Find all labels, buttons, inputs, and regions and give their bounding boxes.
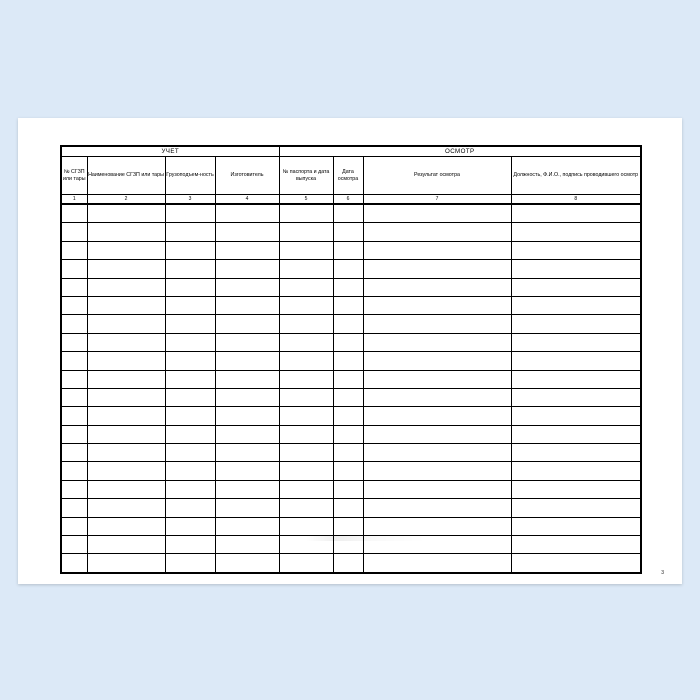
table-cell[interactable] (87, 223, 165, 241)
table-cell[interactable] (363, 388, 511, 406)
table-cell[interactable] (87, 480, 165, 498)
table-cell[interactable] (87, 407, 165, 425)
table-cell[interactable] (333, 462, 363, 480)
table-cell[interactable] (363, 223, 511, 241)
table-cell[interactable] (165, 444, 215, 462)
table-cell[interactable] (87, 444, 165, 462)
table-cell[interactable] (215, 370, 279, 388)
table-cell[interactable] (61, 407, 87, 425)
table-cell[interactable] (333, 352, 363, 370)
table-cell[interactable] (165, 425, 215, 443)
table-cell[interactable] (511, 554, 641, 573)
table-cell[interactable] (363, 333, 511, 351)
column-number-3: 3 (165, 195, 215, 205)
table-cell[interactable] (363, 315, 511, 333)
table-row[interactable] (61, 462, 641, 480)
table-cell[interactable] (511, 241, 641, 259)
table-cell[interactable] (61, 278, 87, 296)
table-cell[interactable] (87, 388, 165, 406)
table-column-number-row (61, 195, 641, 205)
table-cell[interactable] (511, 352, 641, 370)
table-cell[interactable] (333, 536, 363, 554)
table-cell[interactable] (363, 444, 511, 462)
table-cell[interactable] (511, 536, 641, 554)
table-cell[interactable] (279, 407, 333, 425)
table-cell[interactable] (511, 388, 641, 406)
table-cell[interactable] (279, 260, 333, 278)
table-cell[interactable] (215, 278, 279, 296)
table-cell[interactable] (333, 333, 363, 351)
table-cell[interactable] (61, 333, 87, 351)
table-cell[interactable] (363, 352, 511, 370)
table-cell[interactable] (61, 388, 87, 406)
table-cell[interactable] (333, 223, 363, 241)
table-cell[interactable] (363, 425, 511, 443)
group-header-uchet: УЧЕТ (61, 146, 279, 157)
table-cell[interactable] (87, 536, 165, 554)
table-cell[interactable] (279, 462, 333, 480)
table-cell[interactable] (333, 407, 363, 425)
table-cell[interactable] (215, 352, 279, 370)
table-row[interactable] (61, 260, 641, 278)
table-cell[interactable] (363, 554, 511, 573)
table-cell[interactable] (165, 278, 215, 296)
table-cell[interactable] (333, 278, 363, 296)
table-cell[interactable] (165, 536, 215, 554)
table-cell[interactable] (363, 536, 511, 554)
table-cell[interactable] (279, 223, 333, 241)
table-cell[interactable] (215, 499, 279, 517)
table-cell[interactable] (165, 204, 215, 223)
table-row[interactable] (61, 554, 641, 573)
document-page (18, 118, 682, 584)
table-cell[interactable] (333, 444, 363, 462)
table-cell[interactable] (165, 480, 215, 498)
table-cell[interactable] (215, 296, 279, 314)
column-number-7: 7 (363, 195, 511, 205)
table-cell[interactable] (87, 352, 165, 370)
table-cell[interactable] (333, 241, 363, 259)
table-cell[interactable] (215, 260, 279, 278)
column-header-number: № СГЗП или тары (61, 157, 87, 195)
table-cell[interactable] (215, 241, 279, 259)
table-cell[interactable] (87, 204, 165, 223)
table-cell[interactable] (61, 499, 87, 517)
table-cell[interactable] (333, 204, 363, 223)
table-row[interactable] (61, 370, 641, 388)
table-cell[interactable] (279, 425, 333, 443)
table-cell[interactable] (87, 517, 165, 535)
table-cell[interactable] (279, 499, 333, 517)
table-cell[interactable] (363, 296, 511, 314)
table-cell[interactable] (333, 296, 363, 314)
table-cell[interactable] (215, 480, 279, 498)
table-cell[interactable] (333, 370, 363, 388)
table-column-header-row (61, 157, 641, 195)
table-cell[interactable] (61, 536, 87, 554)
table-cell[interactable] (87, 462, 165, 480)
table-cell[interactable] (279, 296, 333, 314)
table-cell[interactable] (363, 462, 511, 480)
table-cell[interactable] (363, 370, 511, 388)
table-cell[interactable] (61, 241, 87, 259)
table-cell[interactable] (61, 204, 87, 223)
table-cell[interactable] (511, 333, 641, 351)
table-cell[interactable] (511, 407, 641, 425)
table-cell[interactable] (363, 499, 511, 517)
column-header-inspection-result: Результат осмотра (363, 157, 511, 195)
table-row[interactable] (61, 444, 641, 462)
table-cell[interactable] (279, 480, 333, 498)
column-header-name: Наименование СГЗП или тары (87, 157, 165, 195)
table-cell[interactable] (87, 241, 165, 259)
table-cell[interactable] (61, 462, 87, 480)
table-cell[interactable] (511, 499, 641, 517)
table-cell[interactable] (87, 499, 165, 517)
table-cell[interactable] (279, 204, 333, 223)
table-cell[interactable] (511, 517, 641, 535)
table-cell[interactable] (87, 278, 165, 296)
table-cell[interactable] (215, 333, 279, 351)
table-cell[interactable] (511, 462, 641, 480)
table-cell[interactable] (215, 223, 279, 241)
table-cell[interactable] (333, 517, 363, 535)
table-cell[interactable] (165, 223, 215, 241)
table-cell[interactable] (87, 554, 165, 573)
table-cell[interactable] (215, 425, 279, 443)
table-cell[interactable] (279, 554, 333, 573)
table-cell[interactable] (61, 444, 87, 462)
table-cell[interactable] (61, 315, 87, 333)
table-row[interactable] (61, 517, 641, 535)
table-cell[interactable] (215, 444, 279, 462)
table-cell[interactable] (333, 480, 363, 498)
table-cell[interactable] (215, 204, 279, 223)
table-cell[interactable] (61, 517, 87, 535)
table-row[interactable] (61, 425, 641, 443)
table-cell[interactable] (511, 260, 641, 278)
table-cell[interactable] (279, 444, 333, 462)
table-cell[interactable] (165, 333, 215, 351)
table-cell[interactable] (165, 370, 215, 388)
table-cell[interactable] (333, 388, 363, 406)
table-cell[interactable] (363, 260, 511, 278)
table-cell[interactable] (165, 260, 215, 278)
column-number-2: 2 (87, 195, 165, 205)
column-header-inspector: Должность, Ф.И.О., подпись проводившего осмотр (511, 157, 641, 195)
table-cell[interactable] (61, 223, 87, 241)
table-cell[interactable] (165, 296, 215, 314)
table-cell[interactable] (511, 296, 641, 314)
table-cell[interactable] (61, 480, 87, 498)
column-header-capacity: Грузоподъем-ность (165, 157, 215, 195)
table-cell[interactable] (215, 388, 279, 406)
table-cell[interactable] (87, 296, 165, 314)
column-number-1: 1 (61, 195, 87, 205)
table-cell[interactable] (511, 315, 641, 333)
table-cell[interactable] (511, 204, 641, 223)
column-header-manufacturer: Изготовитель (215, 157, 279, 195)
table-cell[interactable] (87, 315, 165, 333)
table-cell[interactable] (363, 278, 511, 296)
table-cell[interactable] (215, 517, 279, 535)
table-cell[interactable] (363, 517, 511, 535)
table-cell[interactable] (215, 554, 279, 573)
column-number-5: 5 (279, 195, 333, 205)
table-cell[interactable] (333, 260, 363, 278)
table-cell[interactable] (363, 407, 511, 425)
table-body (61, 204, 641, 573)
column-header-inspection-date: Дата осмотра (333, 157, 363, 195)
table-cell[interactable] (511, 444, 641, 462)
table-cell[interactable] (333, 425, 363, 443)
inspection-journal-table (60, 145, 642, 574)
table-cell[interactable] (165, 241, 215, 259)
table-cell[interactable] (215, 536, 279, 554)
table-cell[interactable] (279, 536, 333, 554)
table-cell[interactable] (61, 370, 87, 388)
column-number-8: 8 (511, 195, 641, 205)
table-cell[interactable] (165, 499, 215, 517)
table-cell[interactable] (279, 388, 333, 406)
page-number: 3 (661, 570, 664, 576)
table-row[interactable] (61, 536, 641, 554)
table-cell[interactable] (511, 278, 641, 296)
table-cell[interactable] (87, 260, 165, 278)
table-cell[interactable] (165, 462, 215, 480)
table-row[interactable] (61, 296, 641, 314)
table-cell[interactable] (61, 260, 87, 278)
table-cell[interactable] (165, 554, 215, 573)
table-row[interactable] (61, 333, 641, 351)
table-cell[interactable] (215, 462, 279, 480)
table-cell[interactable] (87, 370, 165, 388)
table-cell[interactable] (215, 407, 279, 425)
table-row[interactable] (61, 204, 641, 223)
table-cell[interactable] (333, 499, 363, 517)
table-cell[interactable] (511, 370, 641, 388)
table-row[interactable] (61, 223, 641, 241)
table-row[interactable] (61, 315, 641, 333)
table-cell[interactable] (511, 425, 641, 443)
table-cell[interactable] (333, 554, 363, 573)
table-cell[interactable] (165, 388, 215, 406)
table-cell[interactable] (165, 315, 215, 333)
table-cell[interactable] (87, 333, 165, 351)
table-cell[interactable] (363, 204, 511, 223)
column-number-4: 4 (215, 195, 279, 205)
table-cell[interactable] (165, 352, 215, 370)
table-cell[interactable] (165, 517, 215, 535)
table-cell[interactable] (279, 517, 333, 535)
table-cell[interactable] (279, 315, 333, 333)
table-cell[interactable] (279, 352, 333, 370)
table-cell[interactable] (279, 241, 333, 259)
table-cell[interactable] (279, 370, 333, 388)
table-cell[interactable] (511, 480, 641, 498)
table-row[interactable] (61, 241, 641, 259)
table-cell[interactable] (87, 425, 165, 443)
table-cell[interactable] (61, 296, 87, 314)
table-cell[interactable] (61, 425, 87, 443)
column-number-6: 6 (333, 195, 363, 205)
table-cell[interactable] (363, 480, 511, 498)
column-header-passport: № паспорта и дата выпуска (279, 157, 333, 195)
table-cell[interactable] (279, 333, 333, 351)
table-cell[interactable] (165, 407, 215, 425)
group-header-osmotr: ОСМОТР (279, 146, 641, 157)
table-cell[interactable] (363, 241, 511, 259)
table-cell[interactable] (215, 315, 279, 333)
table-cell[interactable] (333, 315, 363, 333)
table-row[interactable] (61, 499, 641, 517)
table-cell[interactable] (279, 278, 333, 296)
journal-sheet (60, 145, 640, 557)
table-row[interactable] (61, 388, 641, 406)
table-row[interactable] (61, 352, 641, 370)
table-row[interactable] (61, 407, 641, 425)
table-cell[interactable] (61, 554, 87, 573)
table-row[interactable] (61, 278, 641, 296)
table-cell[interactable] (511, 223, 641, 241)
table-group-header-row (61, 146, 641, 157)
table-cell[interactable] (61, 352, 87, 370)
table-row[interactable] (61, 480, 641, 498)
